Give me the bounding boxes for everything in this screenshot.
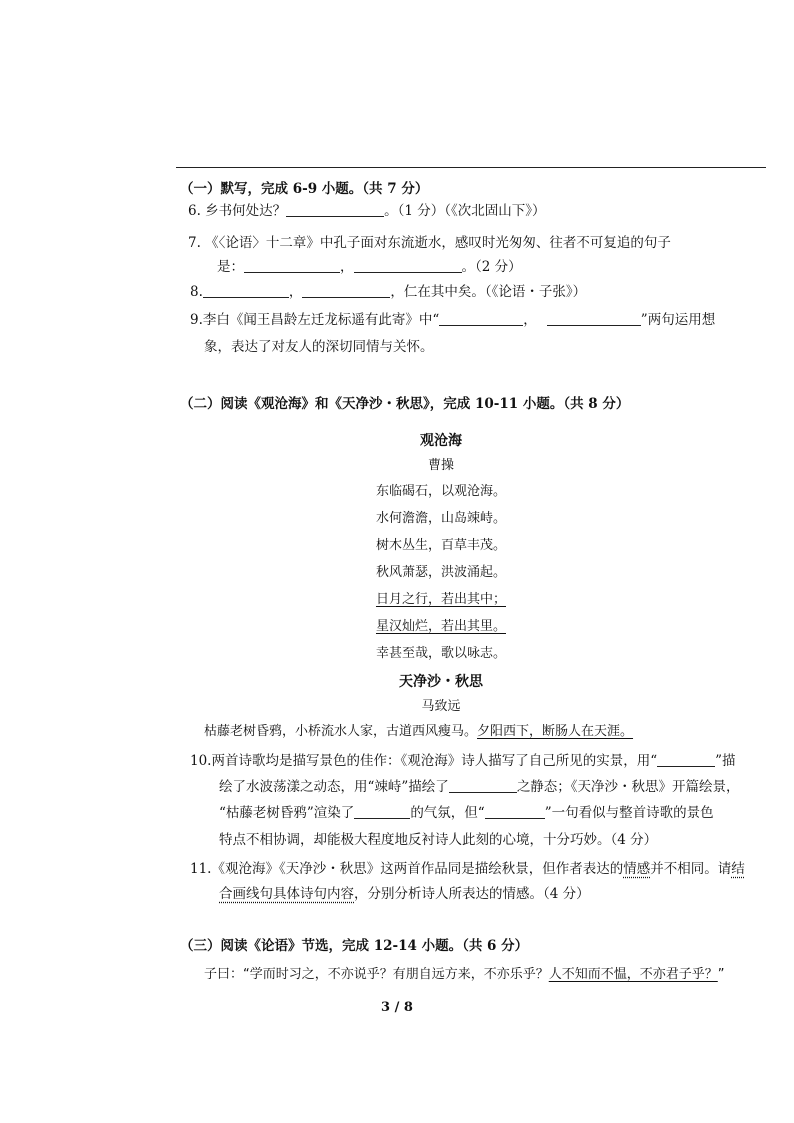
question-7-line2 bbox=[217, 258, 522, 276]
q10-blank-4[interactable] bbox=[485, 805, 545, 819]
question-10-line1 bbox=[190, 752, 736, 770]
q9-tail: ”两句运用想 bbox=[640, 312, 716, 328]
q9-blank-1[interactable] bbox=[439, 312, 523, 326]
question-9-line2: 象，表达了对友人的深切同情与关怀。 bbox=[204, 339, 434, 355]
s3-text-plain: 子曰：“学而时习之，不亦说乎？有朋自远方来，不亦乐乎？ bbox=[204, 967, 549, 982]
q9-blank-2[interactable] bbox=[547, 312, 641, 326]
poem-2-title: 天净沙・秋思 bbox=[399, 674, 483, 690]
question-10-line3 bbox=[219, 804, 714, 822]
poem-2-author: 马致远 bbox=[421, 699, 461, 714]
q10-b2: 之静态；《天净沙・秋思》开篇绘景， bbox=[516, 779, 740, 795]
q10-a1: 10.两首诗歌均是描写景色的佳作：《观沧海》诗人描写了自己所见的实景，用“ bbox=[190, 753, 658, 769]
q10-blank-3[interactable] bbox=[354, 805, 410, 819]
q11-a1: 11.《观沧海》《天净沙・秋思》这两首作品同是描绘秋景，但作者表达的 bbox=[190, 861, 624, 877]
q8-comma: ， bbox=[288, 284, 303, 300]
q11-emph-2: 结 bbox=[731, 861, 745, 877]
q7-comma: ， bbox=[340, 259, 354, 275]
poem-1-line-1: 东临碣石，以观沧海。 bbox=[375, 484, 506, 499]
q8-number: 8. bbox=[190, 284, 203, 300]
poem-2-text-plain: 枯藤老树昏鸦，小桥流水人家，古道西风瘦马。 bbox=[204, 724, 478, 739]
question-8 bbox=[190, 283, 586, 301]
poem-1-line-3: 树木丛生，百草丰茂。 bbox=[375, 538, 506, 553]
header-rule bbox=[176, 167, 766, 168]
poem-1-line-7: 幸甚至哉，歌以咏志。 bbox=[375, 646, 506, 661]
q9-text: 9.李白《闻王昌龄左迁龙标遥有此寄》中“ bbox=[190, 312, 440, 328]
s3-text-end: ” bbox=[717, 967, 725, 982]
question-9-line1 bbox=[190, 311, 715, 329]
poem-1-line-6 bbox=[176, 618, 706, 636]
q10-c1: “枯藤老树昏鸦”渲染了 bbox=[219, 805, 355, 821]
section-1-header: （一）默写，完成 6-9 小题。（共 7 分） bbox=[180, 181, 429, 197]
page-number: 3 / 8 bbox=[381, 1000, 413, 1015]
s3-text-underlined: 人不知而不愠，不亦君子乎？ bbox=[548, 967, 718, 982]
q6-text: 6. 乡书何处达？ bbox=[188, 203, 287, 219]
q10-blank-1[interactable] bbox=[657, 753, 715, 767]
q11-b2: ，分别分析诗人所表达的情感。（4 分） bbox=[354, 886, 590, 902]
section-3-header: （三）阅读《论语》节选，完成 12-14 小题。（共 6 分） bbox=[180, 938, 529, 954]
q7-blank-2[interactable] bbox=[354, 259, 462, 273]
question-7-line1: 7. 《〈论语〉十二章》中孔子面对东流逝水，感叹时光匆匆、往者不可复追的句子 bbox=[188, 235, 671, 251]
poem-1-line-5-text: 日月之行，若出其中； bbox=[375, 592, 506, 607]
q7-prefix: 是： bbox=[217, 259, 244, 275]
question-6 bbox=[188, 202, 546, 220]
poem-2-text bbox=[204, 723, 633, 741]
poem-1-line-4: 秋风萧瑟，洪波涌起。 bbox=[375, 565, 506, 580]
q11-a2: 并不相同。请 bbox=[650, 861, 732, 877]
q10-blank-2[interactable] bbox=[449, 779, 517, 793]
section-3-text bbox=[204, 966, 725, 984]
poem-2-text-underlined: 夕阳西下，断肠人在天涯。 bbox=[477, 724, 634, 739]
q8-blank-1[interactable] bbox=[203, 284, 289, 298]
question-11-line2 bbox=[219, 885, 590, 903]
q7-blank-1[interactable] bbox=[244, 259, 340, 273]
q8-tail: ，仁在其中矣。（《论语・子张》） bbox=[390, 284, 587, 300]
poem-1-line-5 bbox=[176, 591, 706, 609]
poem-1-line-6-text: 星汉灿烂，若出其里。 bbox=[375, 619, 506, 634]
poem-1-author: 曹操 bbox=[427, 458, 454, 473]
section-2-header: （二）阅读《观沧海》和《天净沙・秋思》，完成 10-11 小题。（共 8 分） bbox=[180, 396, 630, 412]
question-10-line4: 特点不相协调，却能极大程度地反衬诗人此刻的心境，十分巧妙。（4 分） bbox=[219, 832, 658, 848]
q10-c3: ”一句看似与整首诗歌的景色 bbox=[544, 805, 714, 821]
q11-emph-3: 合画线句具体诗句内容 bbox=[219, 886, 354, 902]
q7-tail: 。（2 分） bbox=[461, 259, 522, 275]
q10-c2: 的气氛，但“ bbox=[410, 805, 485, 821]
q10-b1: 绘了水波荡漾之动态，用“竦峙”描绘了 bbox=[219, 779, 449, 795]
q10-a2: ”描 bbox=[715, 753, 736, 769]
q9-comma: ， bbox=[523, 312, 537, 328]
poem-1-title: 观沧海 bbox=[420, 433, 462, 449]
q6-blank[interactable] bbox=[286, 203, 384, 217]
question-10-line2 bbox=[219, 778, 740, 796]
q6-tail: 。（1 分）（《次北固山下》） bbox=[384, 203, 546, 219]
q8-blank-2[interactable] bbox=[302, 284, 390, 298]
q11-emph-1: 情感 bbox=[623, 861, 651, 877]
poem-1-line-2: 水何澹澹，山岛竦峙。 bbox=[375, 511, 506, 526]
question-11-line1 bbox=[190, 860, 745, 878]
